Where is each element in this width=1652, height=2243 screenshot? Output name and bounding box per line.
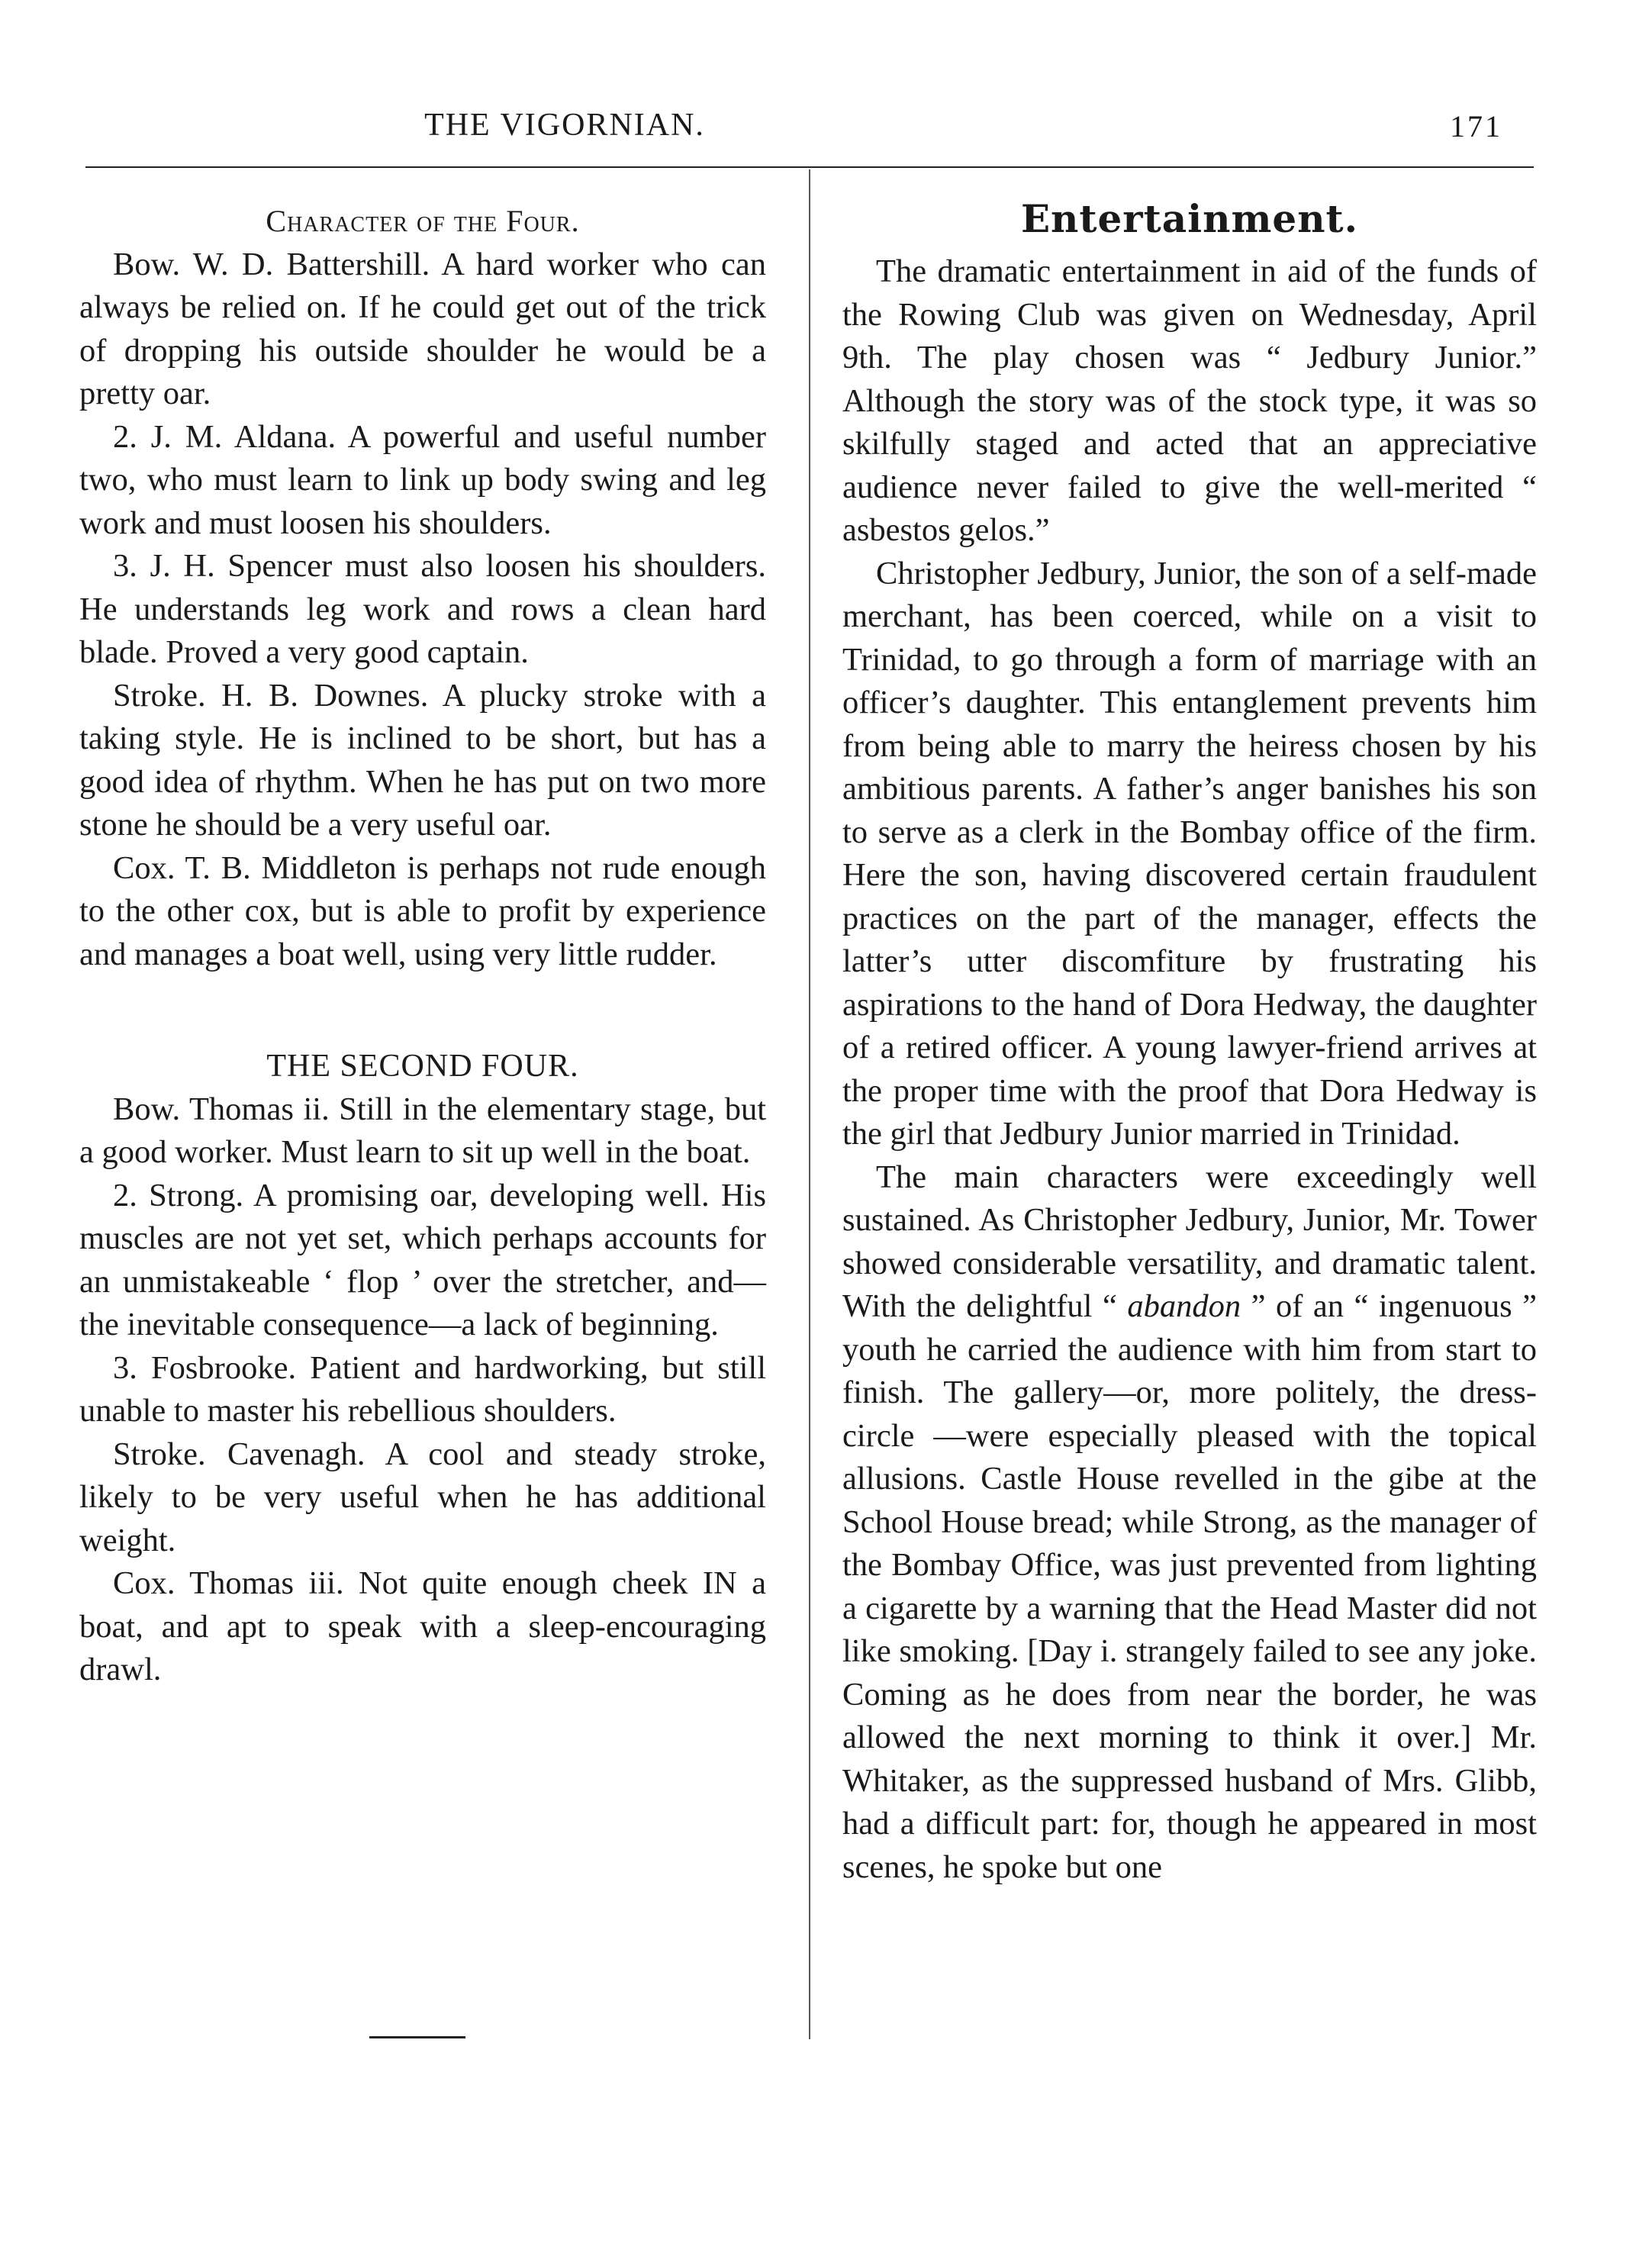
crew-entry-stroke: Stroke. H. B. Downes. A plucky stroke with a taking style. He is inclined to be short, but has a good idea of rhythm. When he has put on two more stone he should be a very useful oar.	[79, 677, 766, 843]
page-number: 171	[1450, 109, 1502, 143]
header-rule	[85, 166, 1534, 168]
second-four-entry-cox: Cox. Thomas iii. Not quite enough cheek IN a boat, and apt to speak with a sleep-encouraging drawl.	[79, 1565, 766, 1687]
section-heading-entertainment: Entertainment.	[1020, 196, 1359, 241]
second-four-entry-two: 2. Strong. A promising oar, developing well. His muscles are not yet set, which perhaps accounts for an unmistakeable ‘ flop ’ over the stretcher, and—the inevitable consequence—a lack of beginning.	[79, 1177, 766, 1342]
crew-entry-bow: Bow. W. D. Battershill. A hard worker who can always be relied on. If he could get out of the trick of dropping his outside shoulder he would be a pretty oar.	[79, 246, 766, 411]
paragraph-3-italic-word: abandon	[1127, 1288, 1241, 1324]
page-header	[0, 107, 1652, 153]
entertainment-paragraph-2: Christopher Jedbury, Junior, the son of a self-made merchant, has been coerced, while on a visit to Trinidad, to go through a form of marriage with an officer’s daughter. This entanglement prevents him from being able to marry the heiress chosen by his ambitious parents. A father’s anger banishes his son to serve as a clerk in the Bombay office of the firm. Here the son, having discovered certain fraudulent practices on the part of the manager, effects the latter’s utter discomfiture by frustrating his aspirations to the hand of Dora Hedway, the daughter of a retired officer. A young lawyer-friend arrives at the proper time with the proof that Dora Hedway is the girl that Jedbury Junior married in Trinidad.	[842, 555, 1537, 1152]
crew-entry-two: 2. J. M. Aldana. A powerful and useful number two, who must learn to link up body swing and leg work and must loosen his shoulders.	[79, 418, 766, 541]
second-four-entry-three: 3. Fosbrooke. Patient and hardworking, but still unable to master his rebellious shoulders.	[79, 1349, 766, 1429]
section-heading-character-of-the-four: Character of the Four.	[266, 204, 580, 238]
column-divider	[809, 169, 810, 2039]
crew-entry-three: 3. J. H. Spencer must also loosen his shoulders. He understands leg work and rows a clean hard blade. Proved a very good captain.	[79, 548, 766, 670]
entertainment-paragraph-3	[842, 1156, 1537, 1890]
second-four-entry-bow: Bow. Thomas ii. Still in the elementary stage, but a good worker. Must learn to sit up well in the boat.	[79, 1091, 766, 1170]
right-column	[842, 196, 1537, 1889]
section-end-rule	[369, 2036, 465, 2038]
paragraph-3-text-end: ” of an “ ingenuous ” youth he carried the audience with him from start to finish. The gallery—or, more politely, the dress-circle —were especially pleased with the topical allusions. Castle House revelled in the gibe at the School House bread; while Strong, as the manager of the Bombay Office, was just prevented from lighting a cigarette by a warning that the Head Master did not like smoking. [Day i. strangely failed to see any joke. Coming as he does from near the border, he was allowed the next morning to think it over.] Mr. Whitaker, as the suppressed husband of Mrs. Glibb, had a difficult part: for, though he appeared in most scenes, he spoke but one	[842, 1288, 1537, 1885]
running-title: THE VIGORNIAN.	[424, 108, 705, 143]
entertainment-paragraph-1: The dramatic entertainment in aid of the funds of the Rowing Club was given on Wednesday, April 9th. The play chosen was “ Jedbury Junior.” Although the story was of the stock type, it was so skilfully staged and acted that an appreciative audience never failed to give the well-merited “ asbestos gelos.”	[842, 253, 1537, 548]
paragraph-3-text-start: The main characters were exceedingly well sustained. As Christopher Jedbury, Junior, Mr. Tower showed considerable versatility, and dramatic talent. With the delightful “	[842, 1159, 1537, 1324]
left-column	[79, 200, 766, 1692]
section-heading-second-four: THE SECOND FOUR.	[266, 1049, 579, 1084]
crew-entry-cox: Cox. T. B. Middleton is perhaps not rude enough to the other cox, but is able to profit by experience and manages a boat well, using very little rudder.	[79, 849, 766, 972]
second-four-entry-stroke: Stroke. Cavenagh. A cool and steady stroke, likely to be very useful when he has additional weight.	[79, 1436, 766, 1558]
